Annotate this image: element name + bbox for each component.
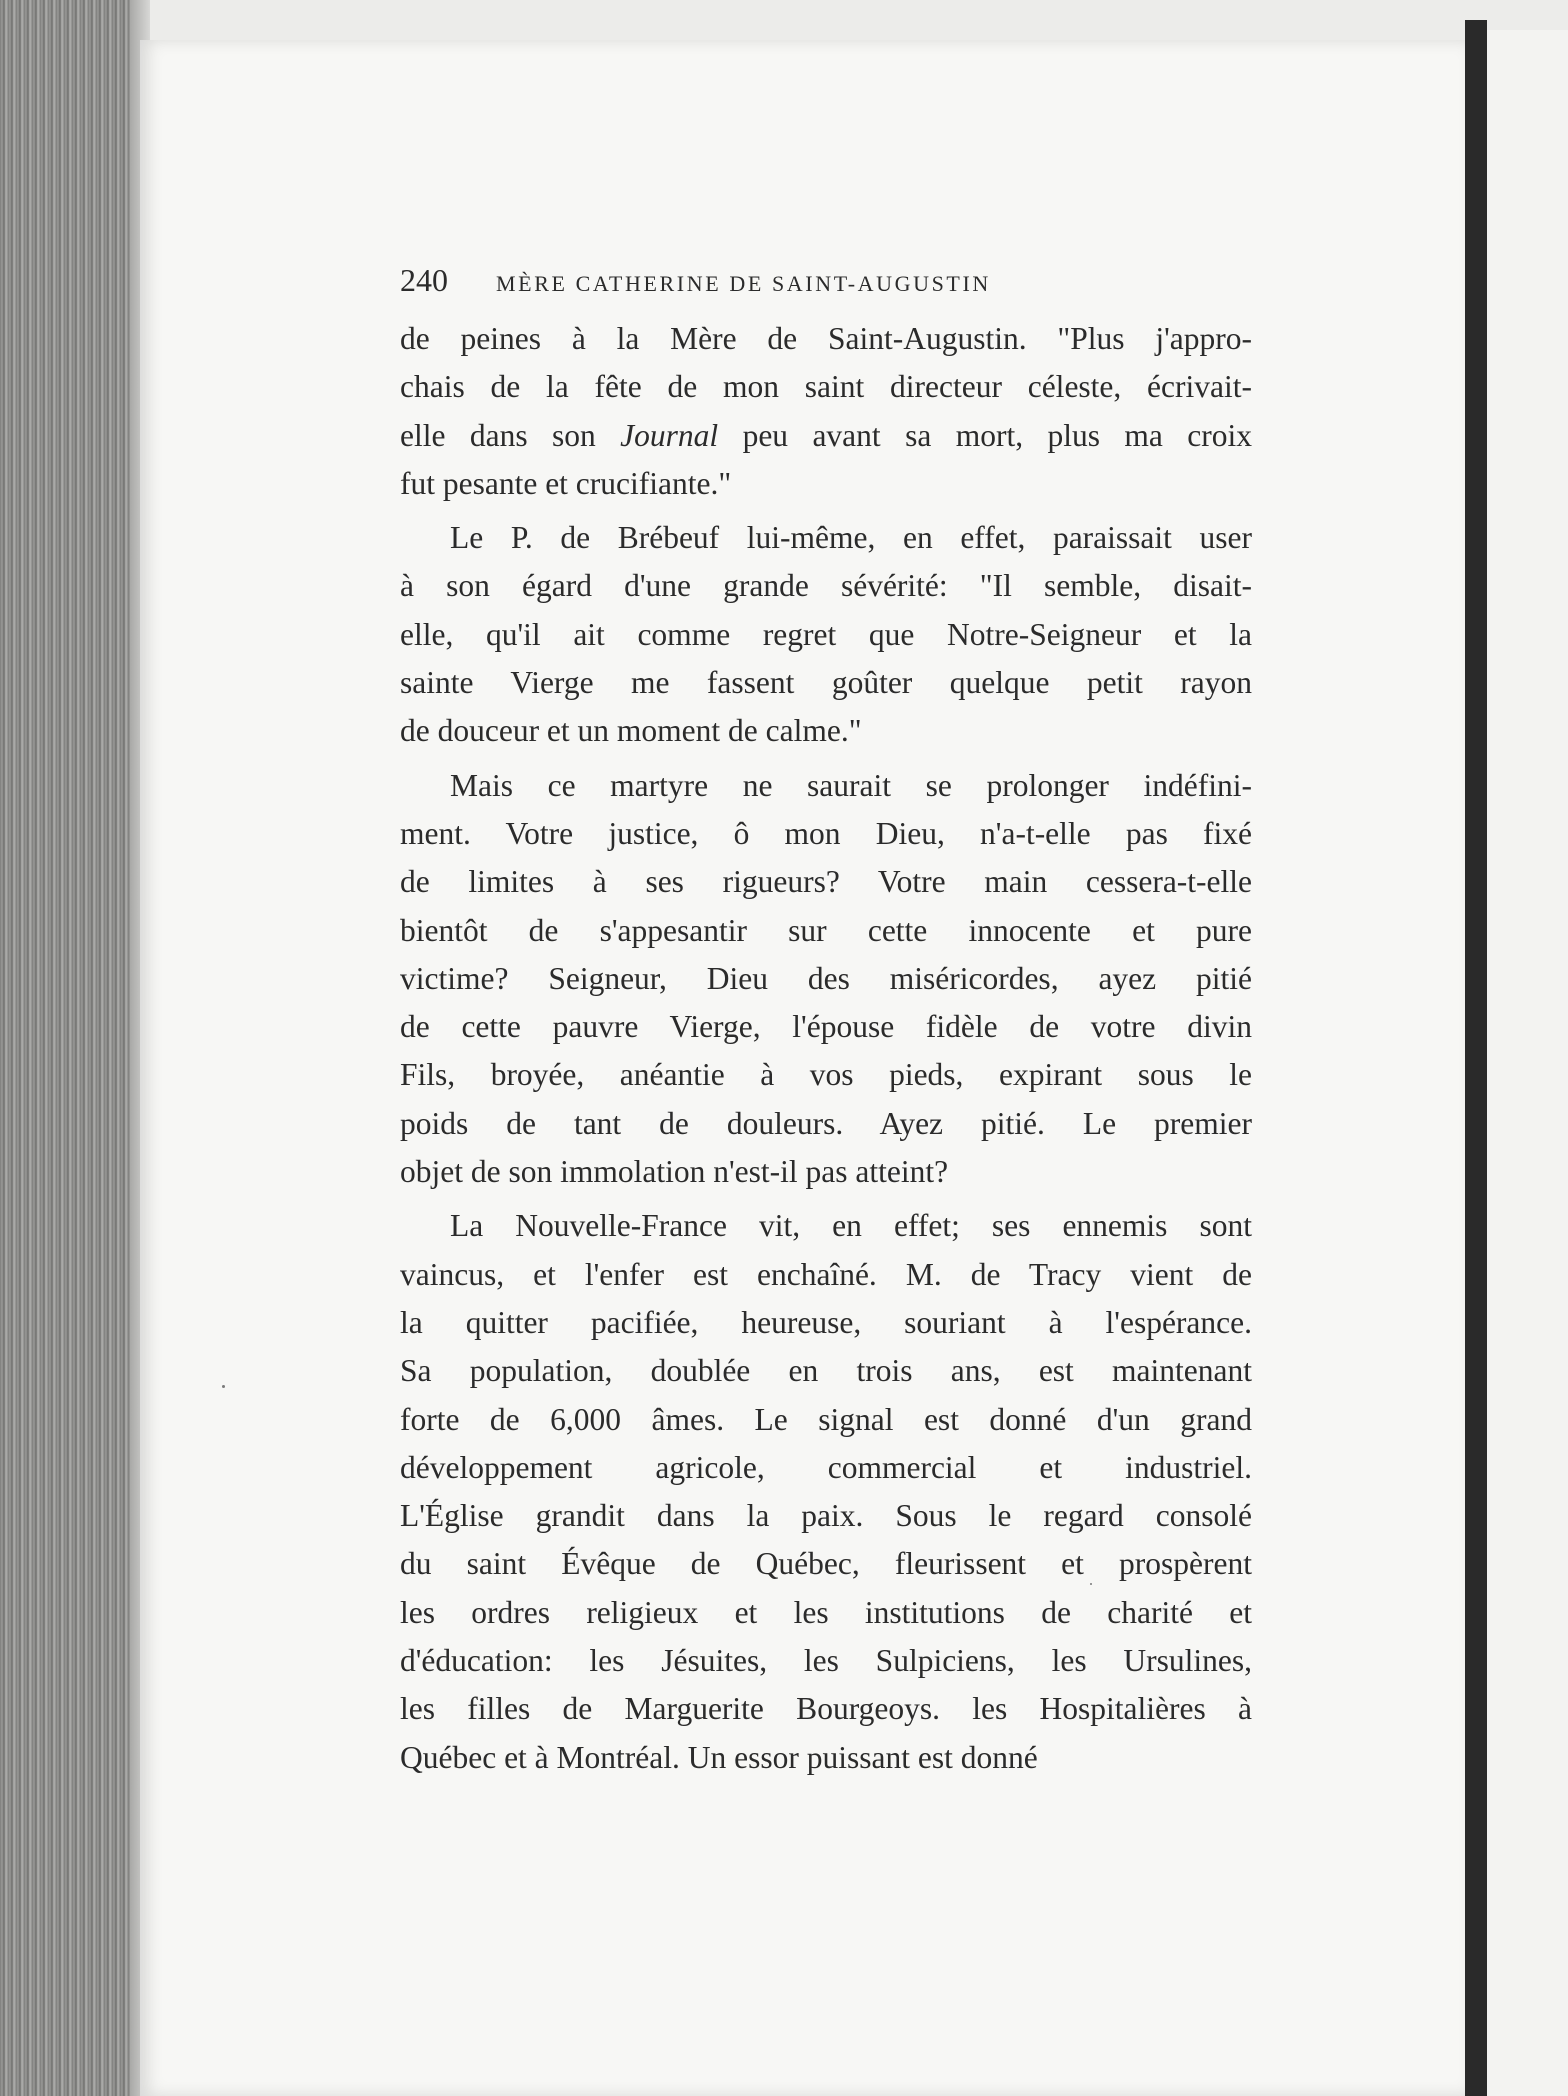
text-segment: forte de 6,000 âmes. Le signal est donné d'un grand — [400, 1401, 1252, 1437]
page-number: 240 — [400, 262, 448, 298]
text-line — [400, 707, 1252, 755]
text-segment: fut pesante et crucifiante." — [400, 465, 732, 501]
text-segment: de douceur et un moment de calme." — [400, 713, 862, 749]
text-line — [400, 1347, 1252, 1395]
text-line — [400, 1589, 1252, 1637]
text-segment: poids de tant de douleurs. Ayez pitié. Le premier — [400, 1105, 1252, 1141]
text-segment: ment. Votre justice, ô mon Dieu, n'a-t-elle pas fixé — [400, 815, 1252, 851]
text-line — [400, 611, 1252, 659]
text-line — [400, 1396, 1252, 1444]
text-segment: vaincus, et l'enfer est enchaîné. M. de Tracy vient de — [400, 1256, 1252, 1292]
text-segment: du saint Évêque de Québec, fleurissent et prospèrent — [400, 1546, 1252, 1582]
text-segment: victime? Seigneur, Dieu des miséricordes, ayez pitié — [400, 960, 1252, 996]
paper-speck — [222, 1385, 225, 1388]
text-segment: de limites à ses rigueurs? Votre main cessera-t-elle — [400, 864, 1252, 900]
body-text — [400, 315, 1252, 1782]
page-edges — [0, 0, 150, 2096]
text-segment: la quitter pacifiée, heureuse, souriant à l'espérance. — [400, 1304, 1252, 1340]
facing-page-edge — [1487, 30, 1568, 2096]
text-line — [400, 1444, 1252, 1492]
running-head — [400, 262, 1252, 299]
text-segment: les ordres religieux et les institutions de charité et — [400, 1594, 1252, 1630]
text-line — [400, 1299, 1252, 1347]
text-segment: Québec et à Montréal. Un essor puissant est donné — [400, 1739, 1038, 1775]
text-segment: développement agricole, commercial et industriel. — [400, 1449, 1252, 1485]
text-segment: à son égard d'une grande sévérité: "Il semble, disait- — [400, 568, 1252, 604]
text-segment: elle dans son — [400, 417, 621, 453]
text-line — [400, 460, 1252, 508]
text-line — [400, 1492, 1252, 1540]
text-segment: les filles de Marguerite Bourgeoys. les Hospitalières à — [400, 1691, 1252, 1727]
text-segment: La Nouvelle-France vit, en effet; ses ennemis sont — [450, 1208, 1252, 1244]
text-segment: objet de son immolation n'est-il pas atteint? — [400, 1154, 949, 1190]
text-segment: de cette pauvre Vierge, l'épouse fidèle de votre divin — [400, 1009, 1252, 1045]
text-line — [400, 762, 1252, 810]
text-line — [400, 1251, 1252, 1299]
text-segment: Mais ce martyre ne saurait se prolonger indéfini- — [450, 767, 1252, 803]
text-line — [400, 1685, 1252, 1733]
page-text — [400, 262, 1252, 1782]
text-line — [400, 1003, 1252, 1051]
text-line — [400, 514, 1252, 562]
text-segment: elle, qu'il ait comme regret que Notre-Seigneur et la — [400, 616, 1252, 652]
text-line — [400, 858, 1252, 906]
text-segment: L'Église grandit dans la paix. Sous le regard consolé — [400, 1498, 1252, 1534]
book-binding-edge — [1465, 20, 1487, 2096]
text-line — [400, 1202, 1252, 1250]
text-segment: Sa population, doublée en trois ans, est maintenant — [400, 1353, 1252, 1389]
text-line — [400, 1100, 1252, 1148]
text-segment: sainte Vierge me fassent goûter quelque petit rayon — [400, 665, 1252, 701]
text-line — [400, 955, 1252, 1003]
text-line — [400, 907, 1252, 955]
text-line — [400, 1540, 1252, 1588]
italic-title: Journal — [620, 417, 719, 453]
text-line — [400, 1051, 1252, 1099]
text-segment: Fils, broyée, anéantie à vos pieds, expirant sous le — [400, 1057, 1252, 1093]
text-segment: peu avant sa mort, plus ma croix — [718, 417, 1252, 453]
text-line — [400, 315, 1252, 363]
text-line — [400, 1148, 1252, 1196]
text-line — [400, 562, 1252, 610]
text-line — [400, 1637, 1252, 1685]
text-segment: d'éducation: les Jésuites, les Sulpiciens, les Ursulines, — [400, 1643, 1252, 1679]
text-line — [400, 659, 1252, 707]
text-line — [400, 412, 1252, 460]
running-title: MÈRE CATHERINE DE SAINT-AUGUSTIN — [496, 271, 991, 296]
text-line — [400, 810, 1252, 858]
text-segment: Le P. de Brébeuf lui-même, en effet, paraissait user — [450, 520, 1252, 556]
text-line — [400, 1734, 1252, 1782]
text-segment: chais de la fête de mon saint directeur céleste, écrivait- — [400, 369, 1252, 405]
text-line — [400, 363, 1252, 411]
text-segment: bientôt de s'appesantir sur cette innocente et pure — [400, 912, 1252, 948]
text-segment: de peines à la Mère de Saint-Augustin. "Plus j'appro- — [400, 321, 1252, 356]
